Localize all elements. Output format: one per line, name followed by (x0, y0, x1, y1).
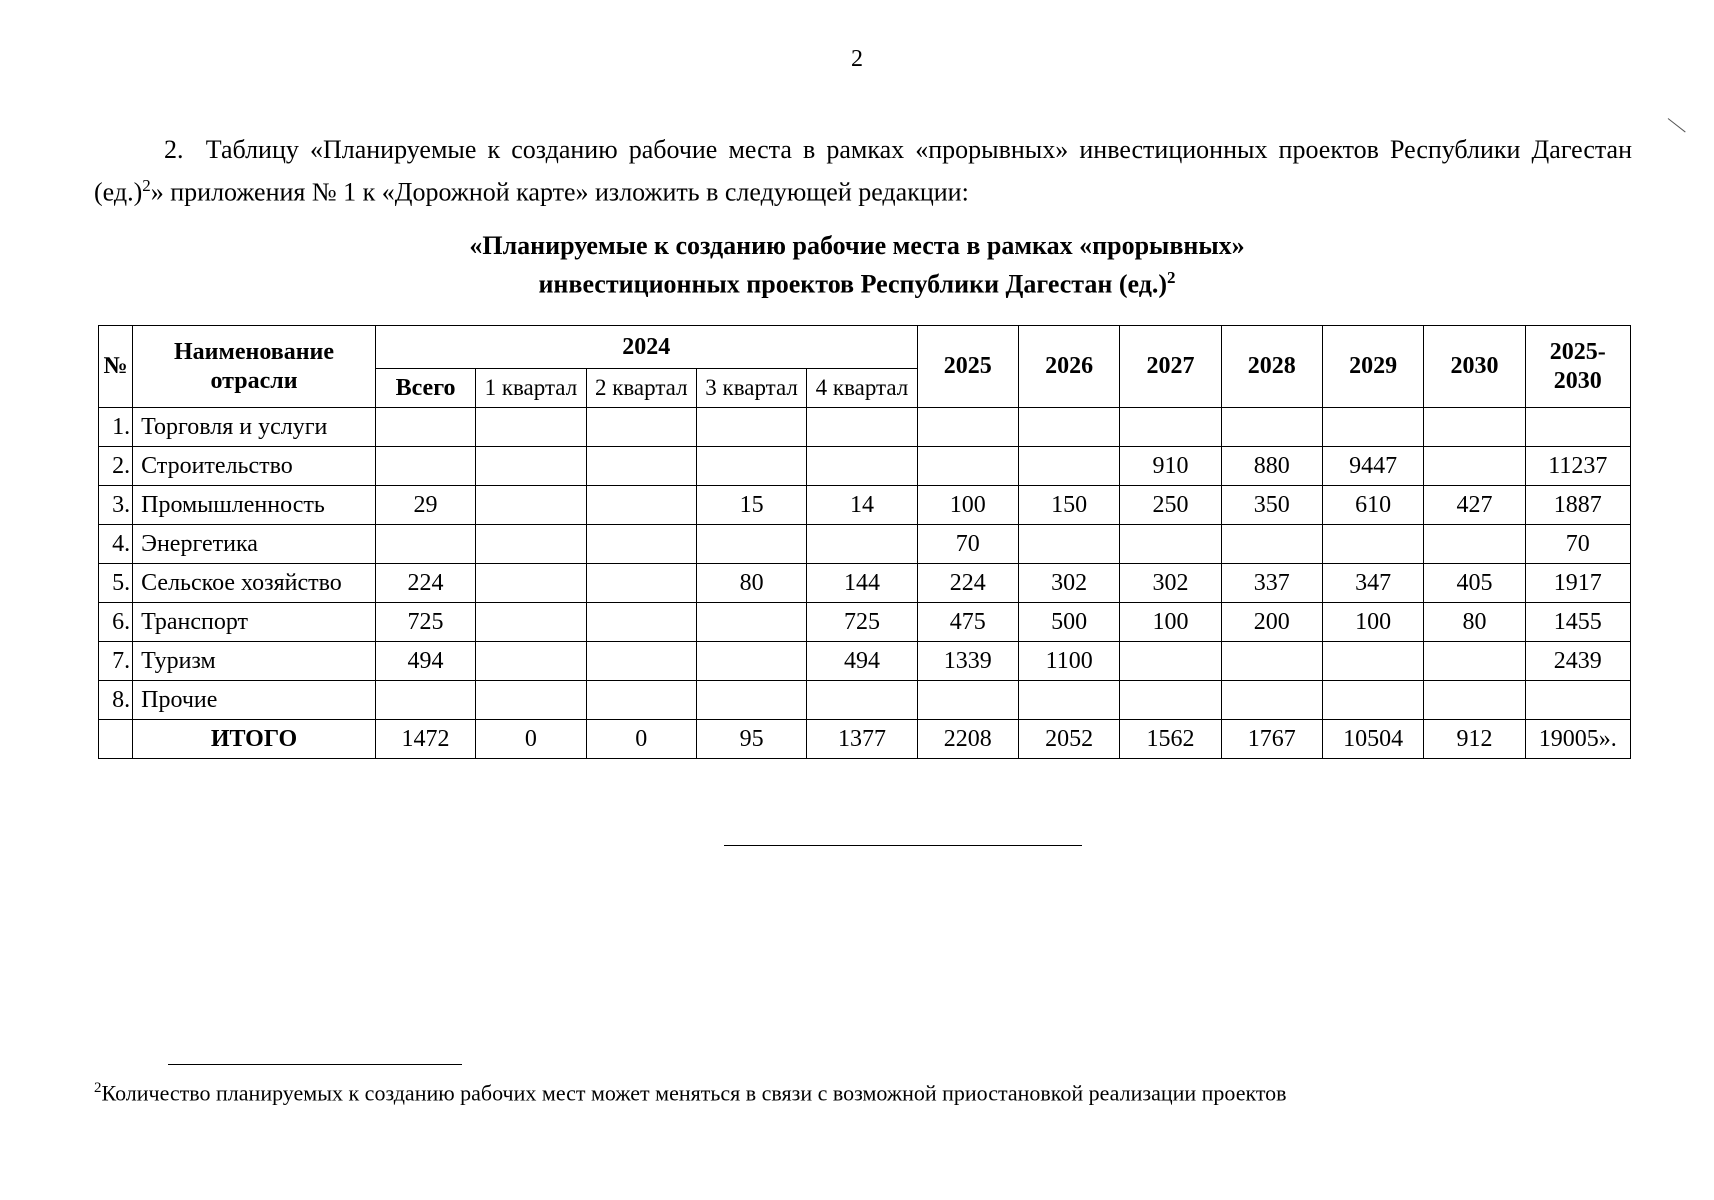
header-q1: 1 квартал (476, 369, 586, 408)
header-total: Всего (375, 369, 475, 408)
cell-name: Транспорт (133, 603, 376, 642)
cell-q4: 144 (807, 564, 917, 603)
table-row (99, 447, 1631, 486)
cell-y2030 (1424, 408, 1525, 447)
page-number: 2 (851, 46, 863, 72)
cell-total: 1472 (375, 720, 475, 759)
cell-y2026 (1018, 447, 1119, 486)
cell-range: 1455 (1525, 603, 1630, 642)
cell-q1 (476, 681, 586, 720)
cell-y2028: 1767 (1221, 720, 1322, 759)
cell-num: 1. (99, 408, 133, 447)
cell-y2028 (1221, 525, 1322, 564)
table-row (99, 525, 1631, 564)
cell-name: ИТОГО (133, 720, 376, 759)
cell-name: Торговля и услуги (133, 408, 376, 447)
cell-q1 (476, 642, 586, 681)
cell-q1 (476, 447, 586, 486)
cell-y2026: 500 (1018, 603, 1119, 642)
cell-range: 19005». (1525, 720, 1630, 759)
cell-y2028: 350 (1221, 486, 1322, 525)
cell-y2030: 405 (1424, 564, 1525, 603)
cell-y2030: 80 (1424, 603, 1525, 642)
cell-y2030 (1424, 681, 1525, 720)
cell-y2028 (1221, 681, 1322, 720)
cell-range (1525, 681, 1630, 720)
cell-q4 (807, 681, 917, 720)
cell-q4 (807, 525, 917, 564)
cell-q1 (476, 603, 586, 642)
cell-y2025: 1339 (917, 642, 1018, 681)
header-2029: 2029 (1322, 326, 1423, 408)
cell-total: 725 (375, 603, 475, 642)
header-2030: 2030 (1424, 326, 1525, 408)
cell-y2029: 610 (1322, 486, 1423, 525)
cell-y2027 (1120, 525, 1221, 564)
footnote-mark: 2 (94, 1080, 102, 1096)
cell-q3 (696, 603, 806, 642)
cell-q2 (586, 486, 696, 525)
cell-y2029: 347 (1322, 564, 1423, 603)
cell-y2029: 100 (1322, 603, 1423, 642)
cell-y2027: 302 (1120, 564, 1221, 603)
cell-name: Туризм (133, 642, 376, 681)
cell-total (375, 525, 475, 564)
cell-y2030 (1424, 642, 1525, 681)
intro-number: 2. (164, 135, 184, 164)
cell-y2030 (1424, 525, 1525, 564)
cell-num: 6. (99, 603, 133, 642)
scan-artifact (1668, 118, 1686, 132)
cell-y2028: 200 (1221, 603, 1322, 642)
cell-q3 (696, 525, 806, 564)
cell-q3: 80 (696, 564, 806, 603)
table-row (99, 642, 1631, 681)
intro-paragraph (94, 132, 1632, 211)
header-q2: 2 квартал (586, 369, 696, 408)
cell-range: 70 (1525, 525, 1630, 564)
cell-y2028: 880 (1221, 447, 1322, 486)
cell-y2026: 1100 (1018, 642, 1119, 681)
table-row (99, 408, 1631, 447)
cell-y2030 (1424, 447, 1525, 486)
table-title-footnote-ref: 2 (1167, 268, 1176, 287)
separator-line (724, 845, 1082, 846)
cell-y2029: 9447 (1322, 447, 1423, 486)
cell-q2 (586, 408, 696, 447)
cell-q4 (807, 408, 917, 447)
intro-text-before: Таблицу «Планируемые к созданию рабочие места в рамках «прорывных» инвестиционных проектов Республики Дагестан (ед.) (94, 135, 1633, 207)
cell-name: Промышленность (133, 486, 376, 525)
table-title-line2-text: инвестиционных проектов Республики Дагестан (ед.) (538, 269, 1168, 299)
cell-q2 (586, 447, 696, 486)
cell-q3: 95 (696, 720, 806, 759)
cell-q1: 0 (476, 720, 586, 759)
header-q4: 4 квартал (807, 369, 917, 408)
cell-y2029 (1322, 642, 1423, 681)
table-total-row (99, 720, 1631, 759)
cell-num: 8. (99, 681, 133, 720)
cell-range: 1887 (1525, 486, 1630, 525)
cell-num: 3. (99, 486, 133, 525)
table-title-line2 (0, 262, 1714, 301)
cell-q4: 494 (807, 642, 917, 681)
cell-q3 (696, 408, 806, 447)
cell-range: 2439 (1525, 642, 1630, 681)
cell-y2028 (1221, 408, 1322, 447)
cell-y2029 (1322, 525, 1423, 564)
cell-range: 11237 (1525, 447, 1630, 486)
cell-q3 (696, 642, 806, 681)
cell-range (1525, 408, 1630, 447)
cell-total (375, 681, 475, 720)
header-2028: 2028 (1221, 326, 1322, 408)
cell-range: 1917 (1525, 564, 1630, 603)
header-num: № (99, 326, 133, 408)
cell-y2029 (1322, 408, 1423, 447)
table-row (99, 603, 1631, 642)
cell-num: 4. (99, 525, 133, 564)
cell-y2030: 912 (1424, 720, 1525, 759)
footnote-separator (168, 1064, 462, 1065)
cell-q4: 1377 (807, 720, 917, 759)
cell-y2027: 1562 (1120, 720, 1221, 759)
cell-q2 (586, 603, 696, 642)
header-q3: 3 квартал (696, 369, 806, 408)
table-title-line1: «Планируемые к созданию рабочие места в рамках «прорывных» (469, 231, 1245, 260)
cell-y2025: 475 (917, 603, 1018, 642)
cell-name: Прочие (133, 681, 376, 720)
cell-y2026 (1018, 681, 1119, 720)
cell-num: 2. (99, 447, 133, 486)
cell-y2025: 70 (917, 525, 1018, 564)
table-body (99, 408, 1631, 759)
table-row (99, 486, 1631, 525)
cell-y2027 (1120, 408, 1221, 447)
cell-q2 (586, 525, 696, 564)
header-2026: 2026 (1018, 326, 1119, 408)
header-2025: 2025 (917, 326, 1018, 408)
table-title (0, 230, 1714, 301)
cell-name: Строительство (133, 447, 376, 486)
table-row (99, 681, 1631, 720)
cell-y2026 (1018, 408, 1119, 447)
cell-y2027 (1120, 681, 1221, 720)
cell-y2026: 302 (1018, 564, 1119, 603)
cell-y2027: 910 (1120, 447, 1221, 486)
cell-name: Энергетика (133, 525, 376, 564)
cell-y2026 (1018, 525, 1119, 564)
cell-q4 (807, 447, 917, 486)
cell-q1 (476, 486, 586, 525)
cell-y2025 (917, 447, 1018, 486)
cell-y2025: 100 (917, 486, 1018, 525)
cell-total: 29 (375, 486, 475, 525)
cell-num: 7. (99, 642, 133, 681)
cell-q1 (476, 408, 586, 447)
cell-q3 (696, 681, 806, 720)
cell-total (375, 408, 475, 447)
header-year-2024: 2024 (375, 326, 917, 369)
cell-y2029 (1322, 681, 1423, 720)
cell-total (375, 447, 475, 486)
cell-y2027: 250 (1120, 486, 1221, 525)
cell-q2 (586, 564, 696, 603)
footnote (94, 1080, 1287, 1106)
cell-num: 5. (99, 564, 133, 603)
header-name: Наименование отрасли (133, 326, 376, 408)
cell-q3 (696, 447, 806, 486)
cell-q1 (476, 564, 586, 603)
cell-q4: 725 (807, 603, 917, 642)
intro-text-after: » приложения № 1 к «Дорожной карте» изложить в следующей редакции: (150, 177, 969, 207)
header-2027: 2027 (1120, 326, 1221, 408)
cell-y2030: 427 (1424, 486, 1525, 525)
cell-num (99, 720, 133, 759)
cell-y2027: 100 (1120, 603, 1221, 642)
cell-y2029: 10504 (1322, 720, 1423, 759)
cell-y2025: 2208 (917, 720, 1018, 759)
header-2025-2030: 2025-2030 (1525, 326, 1630, 408)
cell-q2 (586, 681, 696, 720)
cell-name: Сельское хозяйство (133, 564, 376, 603)
cell-y2026: 150 (1018, 486, 1119, 525)
cell-y2028 (1221, 642, 1322, 681)
cell-y2028: 337 (1221, 564, 1322, 603)
cell-total: 224 (375, 564, 475, 603)
cell-y2025: 224 (917, 564, 1018, 603)
cell-q4: 14 (807, 486, 917, 525)
cell-q3: 15 (696, 486, 806, 525)
cell-q2 (586, 642, 696, 681)
cell-y2027 (1120, 642, 1221, 681)
cell-y2025 (917, 408, 1018, 447)
table-row (99, 564, 1631, 603)
cell-y2026: 2052 (1018, 720, 1119, 759)
cell-total: 494 (375, 642, 475, 681)
cell-q2: 0 (586, 720, 696, 759)
jobs-table (98, 325, 1631, 759)
cell-y2025 (917, 681, 1018, 720)
footnote-text: Количество планируемых к созданию рабочих мест может меняться в связи с возможной приостановкой реализации проектов (101, 1080, 1287, 1106)
cell-q1 (476, 525, 586, 564)
intro-footnote-ref: 2 (142, 176, 151, 195)
